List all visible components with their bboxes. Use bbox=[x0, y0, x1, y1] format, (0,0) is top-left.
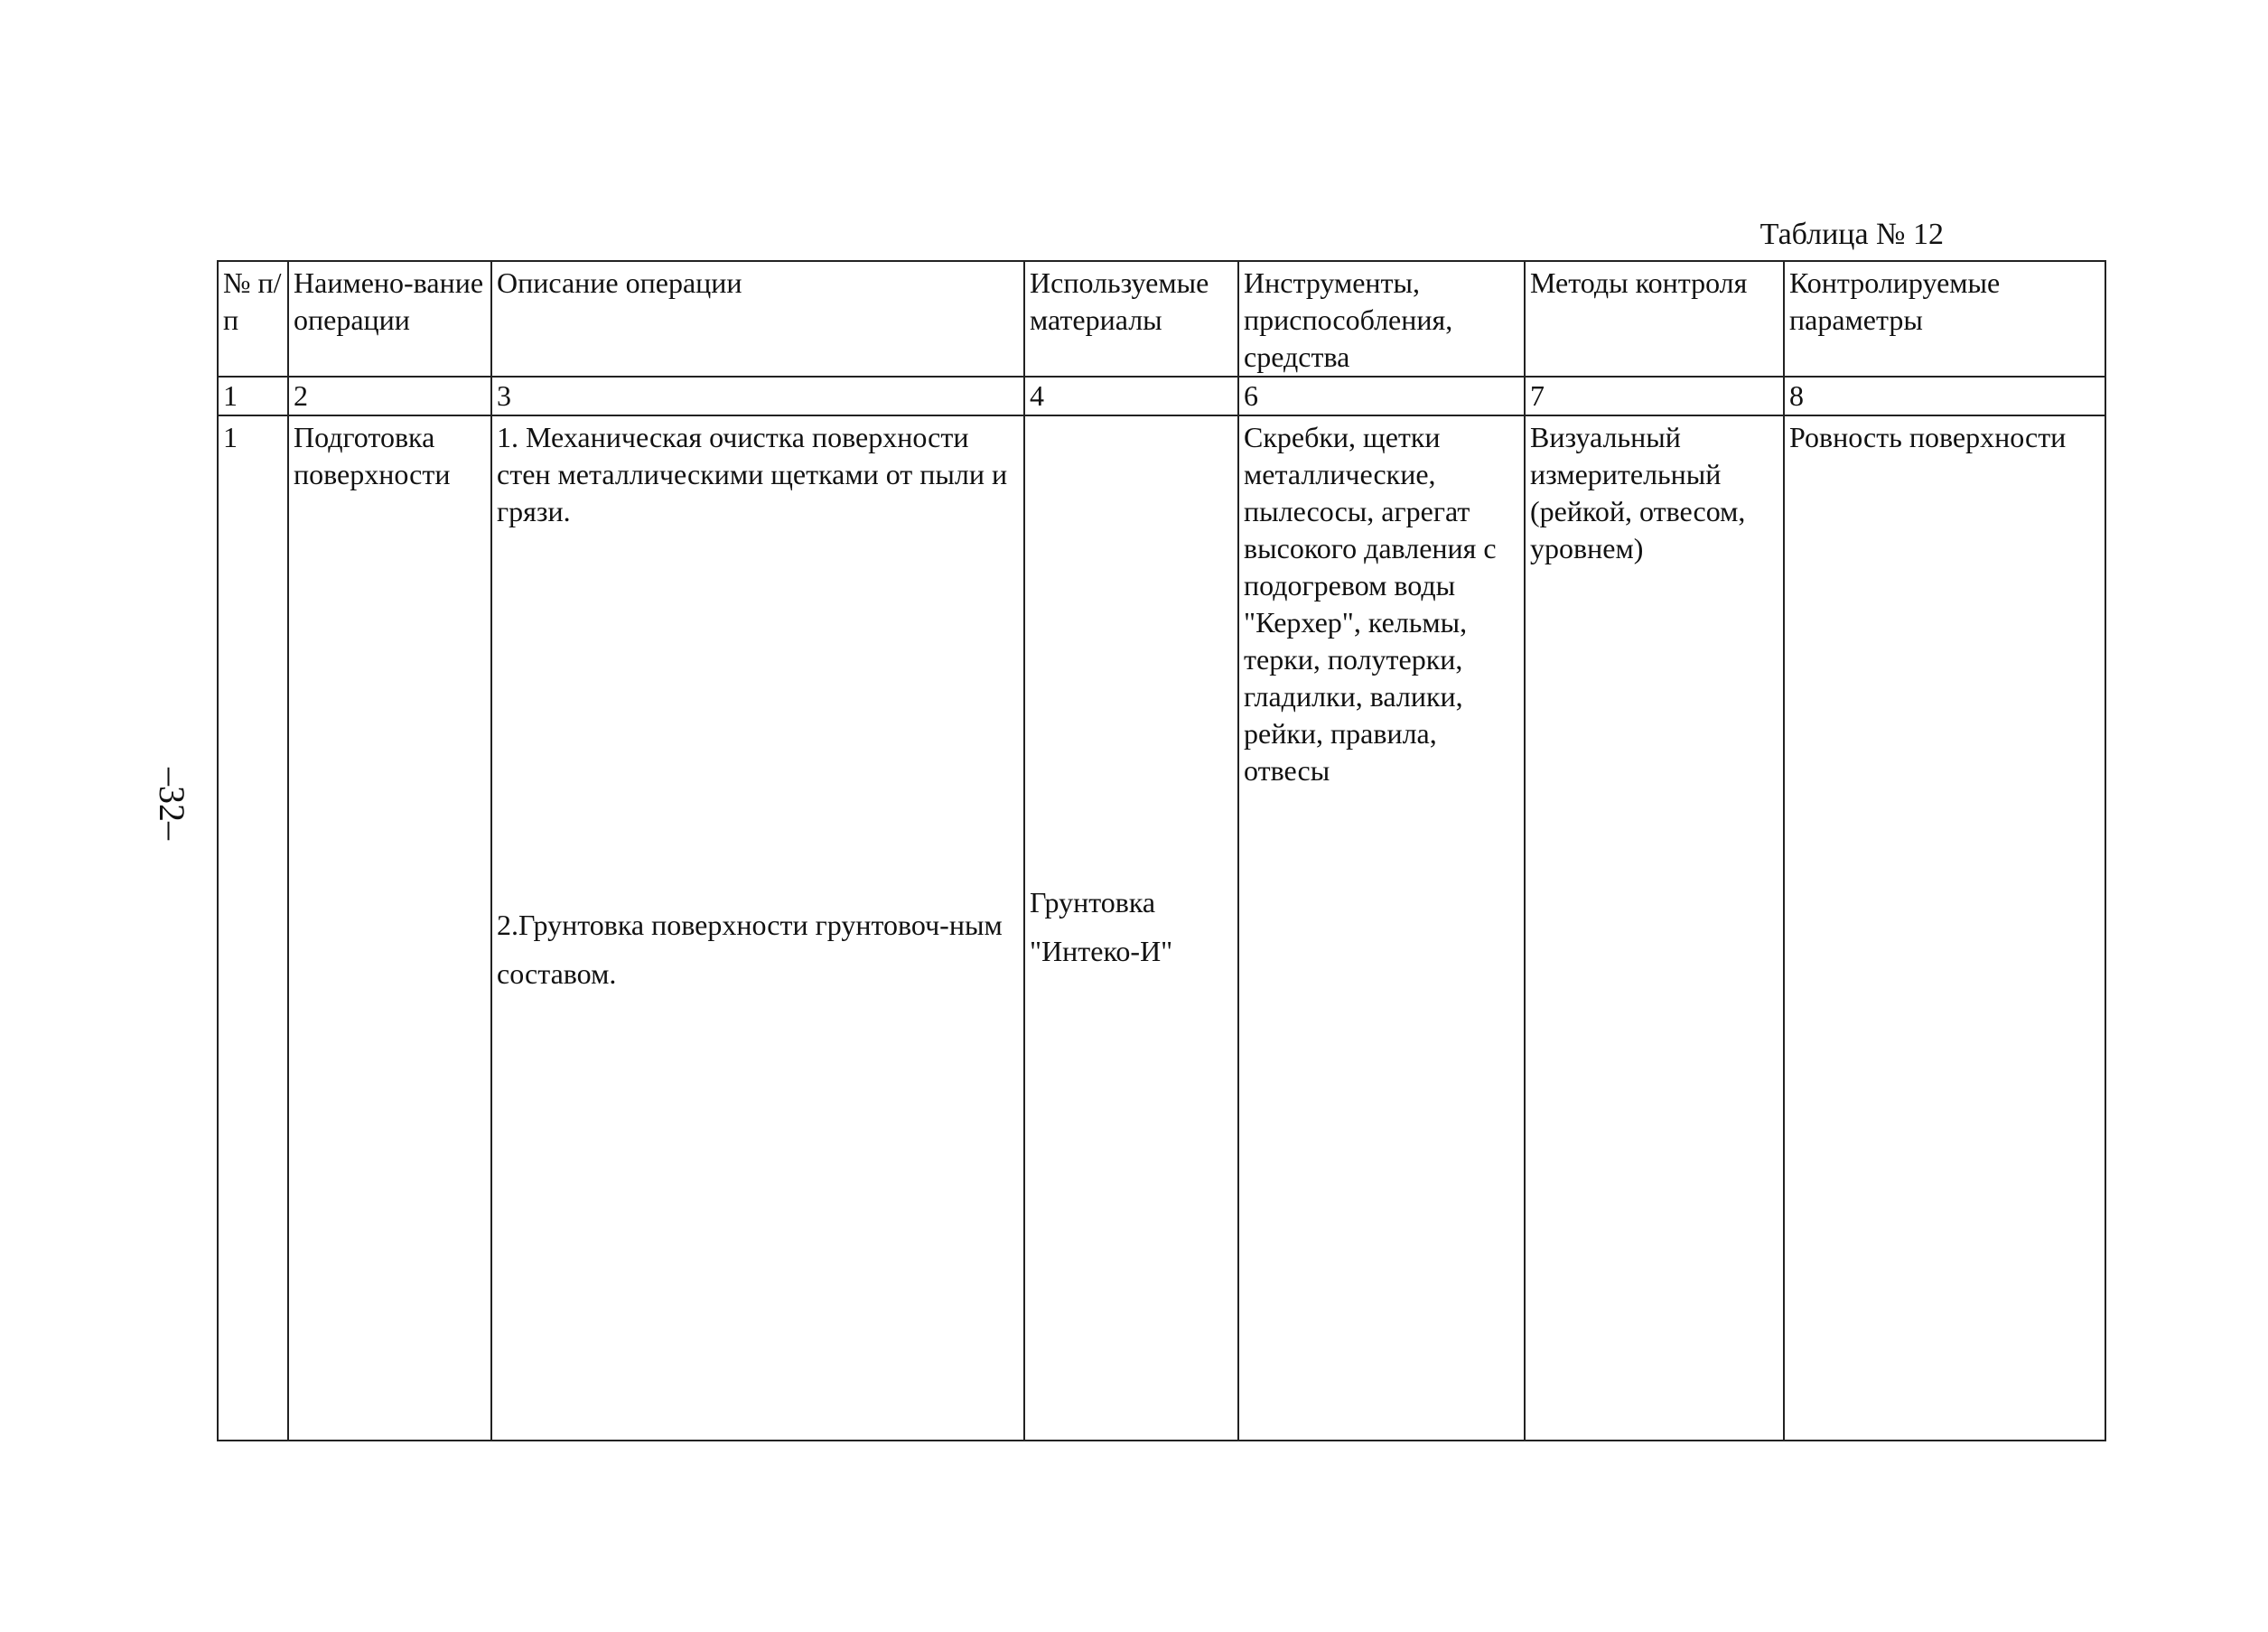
column-number-cell: 2 bbox=[288, 377, 491, 415]
column-number-cell: 7 bbox=[1525, 377, 1784, 415]
header-cell-controlled-params: Контролируемые параметры bbox=[1784, 261, 2105, 377]
header-cell-materials: Используемые материалы bbox=[1024, 261, 1238, 377]
header-cell-description: Описание операции bbox=[491, 261, 1024, 377]
table-caption: Таблица № 12 bbox=[1759, 218, 1944, 251]
materials-cell bbox=[1024, 415, 1238, 1441]
page-number: –32– bbox=[152, 768, 192, 840]
materials-text: Грунтовка "Интеко-И" bbox=[1030, 886, 1173, 967]
header-cell-operation-name: Наимено-вание операции bbox=[288, 261, 491, 377]
description-step-1: 1. Механическая очистка поверхности стен металлическими щетками от пыли и грязи. bbox=[497, 421, 1008, 527]
materials-spacer bbox=[1030, 419, 1233, 878]
column-numbers-row bbox=[218, 377, 2105, 415]
column-number-cell: 8 bbox=[1784, 377, 2105, 415]
description-cell bbox=[491, 415, 1024, 1441]
description-step-2: 2.Грунтовка поверхности грунтовоч-ным составом. bbox=[497, 909, 1003, 990]
header-cell-tools: Инструменты, приспособления, средства bbox=[1238, 261, 1525, 377]
description-spacer bbox=[497, 530, 1019, 900]
column-number-cell: 3 bbox=[491, 377, 1024, 415]
table-row bbox=[218, 415, 2105, 1441]
column-number-cell: 4 bbox=[1024, 377, 1238, 415]
operation-name-cell: Подготовка поверхности bbox=[288, 415, 491, 1441]
header-cell-number: № п/п bbox=[218, 261, 288, 377]
table-header-row bbox=[218, 261, 2105, 377]
header-cell-control-methods: Методы контроля bbox=[1525, 261, 1784, 377]
tools-cell: Скребки, щетки металлические, пылесосы, агрегат высокого давления с подогревом воды "Керхер", кельмы, терки, полутерки, гладилки, валики, рейки, правила, отвесы bbox=[1238, 415, 1525, 1441]
column-number-cell: 6 bbox=[1238, 377, 1525, 415]
row-number-cell: 1 bbox=[218, 415, 288, 1441]
control-methods-cell: Визуальный измерительный (рейкой, отвесом, уровнем) bbox=[1525, 415, 1784, 1441]
operations-table bbox=[217, 260, 2106, 1441]
column-number-cell: 1 bbox=[218, 377, 288, 415]
controlled-params-cell: Ровность поверхности bbox=[1784, 415, 2105, 1441]
